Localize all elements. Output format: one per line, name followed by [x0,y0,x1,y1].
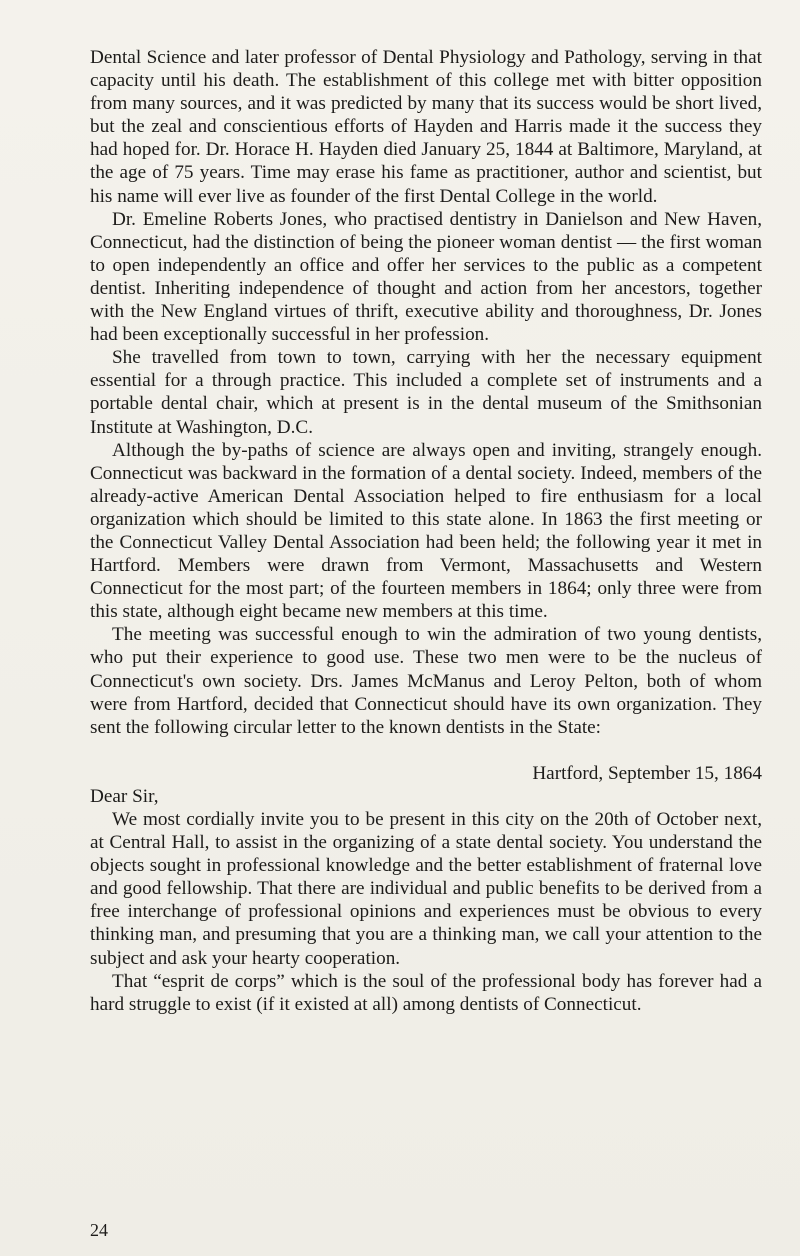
paragraph-hayden: Dental Science and later professor of Dental Physiology and Pathology, serving in that capacity until his death. The establishment of this college met with bitter opposition from many sources, and it was predicted by many that its success would be short lived, but the zeal and conscientious efforts of Hayden and Harris made it the success they had hoped for. Dr. Horace H. Hayden died January 25, 1844 at Baltimore, Maryland, at the age of 75 years. Time may erase his fame as practitioner, author and scientist, but his name will ever live as founder of the first Dental College in the world. [90,47,762,207]
letter-dateline: Hartford, September 15, 1864 [532,762,762,784]
paragraph-travels: She travelled from town to town, carrying with her the necessary equipment essential for a through practice. This included a complete set of instruments and a portable dental chair, which at present is in the dental museum of the Smithsonian Institute at Washington, D.C. [90,347,762,438]
letter-salutation: Dear Sir, [90,785,159,807]
page-number: 24 [90,1220,108,1240]
body-text [90,46,762,1016]
paragraph-society: Although the by-paths of science are always open and inviting, strangely enough. Connecticut was backward in the formation of a dental society. Indeed, members of the already-active American Dental Association helped to fire enthusiasm for a local organization which should be limited to this state alone. In 1863 the first meeting or the Connecticut Valley Dental Association had been held; the following year it met in Hartford. Members were drawn from Vermont, Massachusetts and Western Connecticut for the most part; of the fourteen members in 1864; only three were from this state, although eight became new members at this time. [90,439,762,623]
letter-paragraph: We most cordially invite you to be present in this city on the 20th of October next, at Central Hall, to assist in the organizing of a state dental society. You understand the objects sought in professional knowledge and the better establishment of fraternal love and good fellowship. That there are individual and public benefits to be derived from a free interchange of professional opinions and experiences must be obvious to every thinking man, and presuming that you are a thinking man, we call your attention to the subject and ask your hearty cooperation. [90,809,762,969]
paragraph-jones: Dr. Emeline Roberts Jones, who practised dentistry in Danielson and New Haven, Connecticut, had the distinction of being the pioneer woman dentist — the first woman to open independently an office and offer her services to the public as a competent dentist. Inheriting independence of thought and action from her ancestors, together with the New England virtues of thrift, executive ability and thoroughness, Dr. Jones had been exceptionally successful in her profession. [90,208,762,346]
letter-paragraph: That “esprit de corps” which is the soul of the professional body has forever had a hard struggle to exist (if it existed at all) among dentists of Connecticut. [90,970,762,1015]
paragraph-meeting: The meeting was successful enough to win the admiration of two young dentists, who put their experience to good use. These two men were to be the nucleus of Connecticut's own society. Drs. James McManus and Leroy Pelton, both of whom were from Hartford, decided that Connecticut should have its own organization. They sent the following circular letter to the known dentists in the State: [90,624,762,738]
